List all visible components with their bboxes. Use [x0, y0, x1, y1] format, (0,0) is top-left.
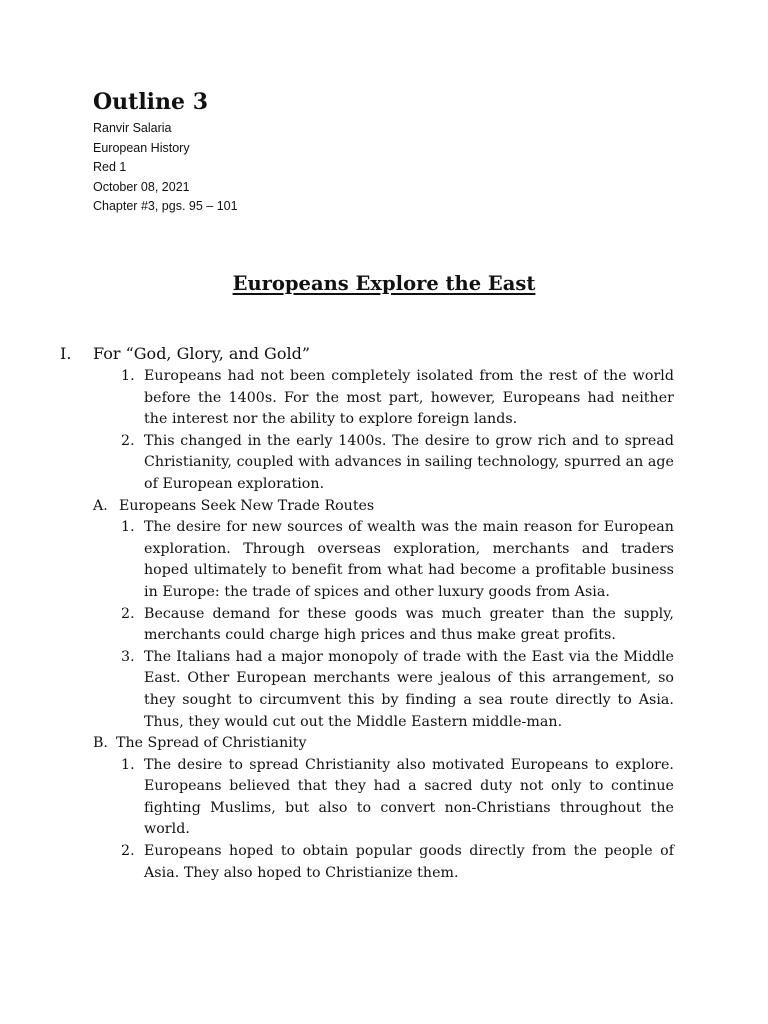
item-text: Europeans had not been completely isolated from the rest of the world before the 1400s. For the most part, however, Europeans had neither the interest nor the ability to explore foreign lands.: [144, 368, 674, 428]
outline-body: [60, 342, 700, 884]
author-name: Ranvir Salaria: [93, 121, 172, 135]
list-item: [60, 841, 674, 884]
section-title: For “God, Glory, and Gold”: [93, 344, 310, 363]
list-item: [60, 517, 674, 603]
item-text: Because demand for these goods was much greater than the supply, merchants could charge high prices and thus make great profits.: [144, 605, 674, 644]
item-number: 1.: [121, 756, 135, 773]
item-number: 2.: [121, 605, 135, 622]
outline-title: Outline 3: [93, 89, 208, 115]
subsection-title: The Spread of Christianity: [116, 735, 307, 752]
course-name: European History: [93, 140, 190, 155]
item-text: The desire for new sources of wealth was the main reason for European exploration. Through overseas exploration, merchants and traders hoped ultimately to benefit from what had become a profitable business in Europe: the trade of spices and other luxury goods from Asia.: [144, 519, 674, 600]
subsection-items: [60, 755, 700, 885]
subsection-title: Europeans Seek New Trade Routes: [119, 497, 375, 514]
date: October 08, 2021: [93, 179, 190, 194]
item-text: The Italians had a major monopoly of trade with the East via the Middle East. Other European merchants were jealous of this arrangement, so they sought to circumvent this by finding a sea route directly to Asia. Thus, they would cut out the Middle Eastern middle-man.: [144, 648, 674, 730]
class-section: Red 1: [93, 160, 127, 175]
header-info: [93, 119, 238, 217]
list-item: [60, 604, 674, 647]
subsection-items: [60, 517, 700, 733]
subsection-letter: B.: [93, 735, 108, 752]
item-text: The desire to spread Christianity also motivated Europeans to explore. Europeans believed that they had a sacred duty not only to continue fighting Muslims, but also to convert non-Christians throughout the world.: [144, 756, 674, 838]
list-item: [60, 366, 674, 431]
item-number: 3.: [121, 648, 135, 665]
list-item: [60, 755, 674, 841]
item-number: 2.: [121, 432, 135, 449]
document-heading: [0, 269, 768, 299]
subsection-heading: [60, 733, 700, 755]
section-heading: [60, 342, 700, 366]
item-text: Europeans hoped to obtain popular goods directly from the people of Asia. They also hoped to Christianize them.: [144, 843, 674, 881]
item-number: 1.: [121, 519, 135, 536]
section-numeral: I.: [60, 344, 72, 363]
section-items: [60, 366, 700, 496]
list-item: [60, 431, 674, 496]
item-number: 2.: [121, 843, 135, 860]
item-number: 1.: [121, 368, 135, 384]
subsection-heading: [60, 496, 700, 518]
subsection-letter: A.: [93, 497, 108, 514]
document-heading-text: Europeans Explore the East: [232, 272, 536, 295]
chapter-reference: Chapter #3, pgs. 95 – 101: [93, 199, 238, 214]
list-item: [60, 647, 674, 733]
item-text: This changed in the early 1400s. The desire to grow rich and to spread Christianity, coupled with advances in sailing technology, spurred an age of European exploration.: [144, 432, 674, 492]
